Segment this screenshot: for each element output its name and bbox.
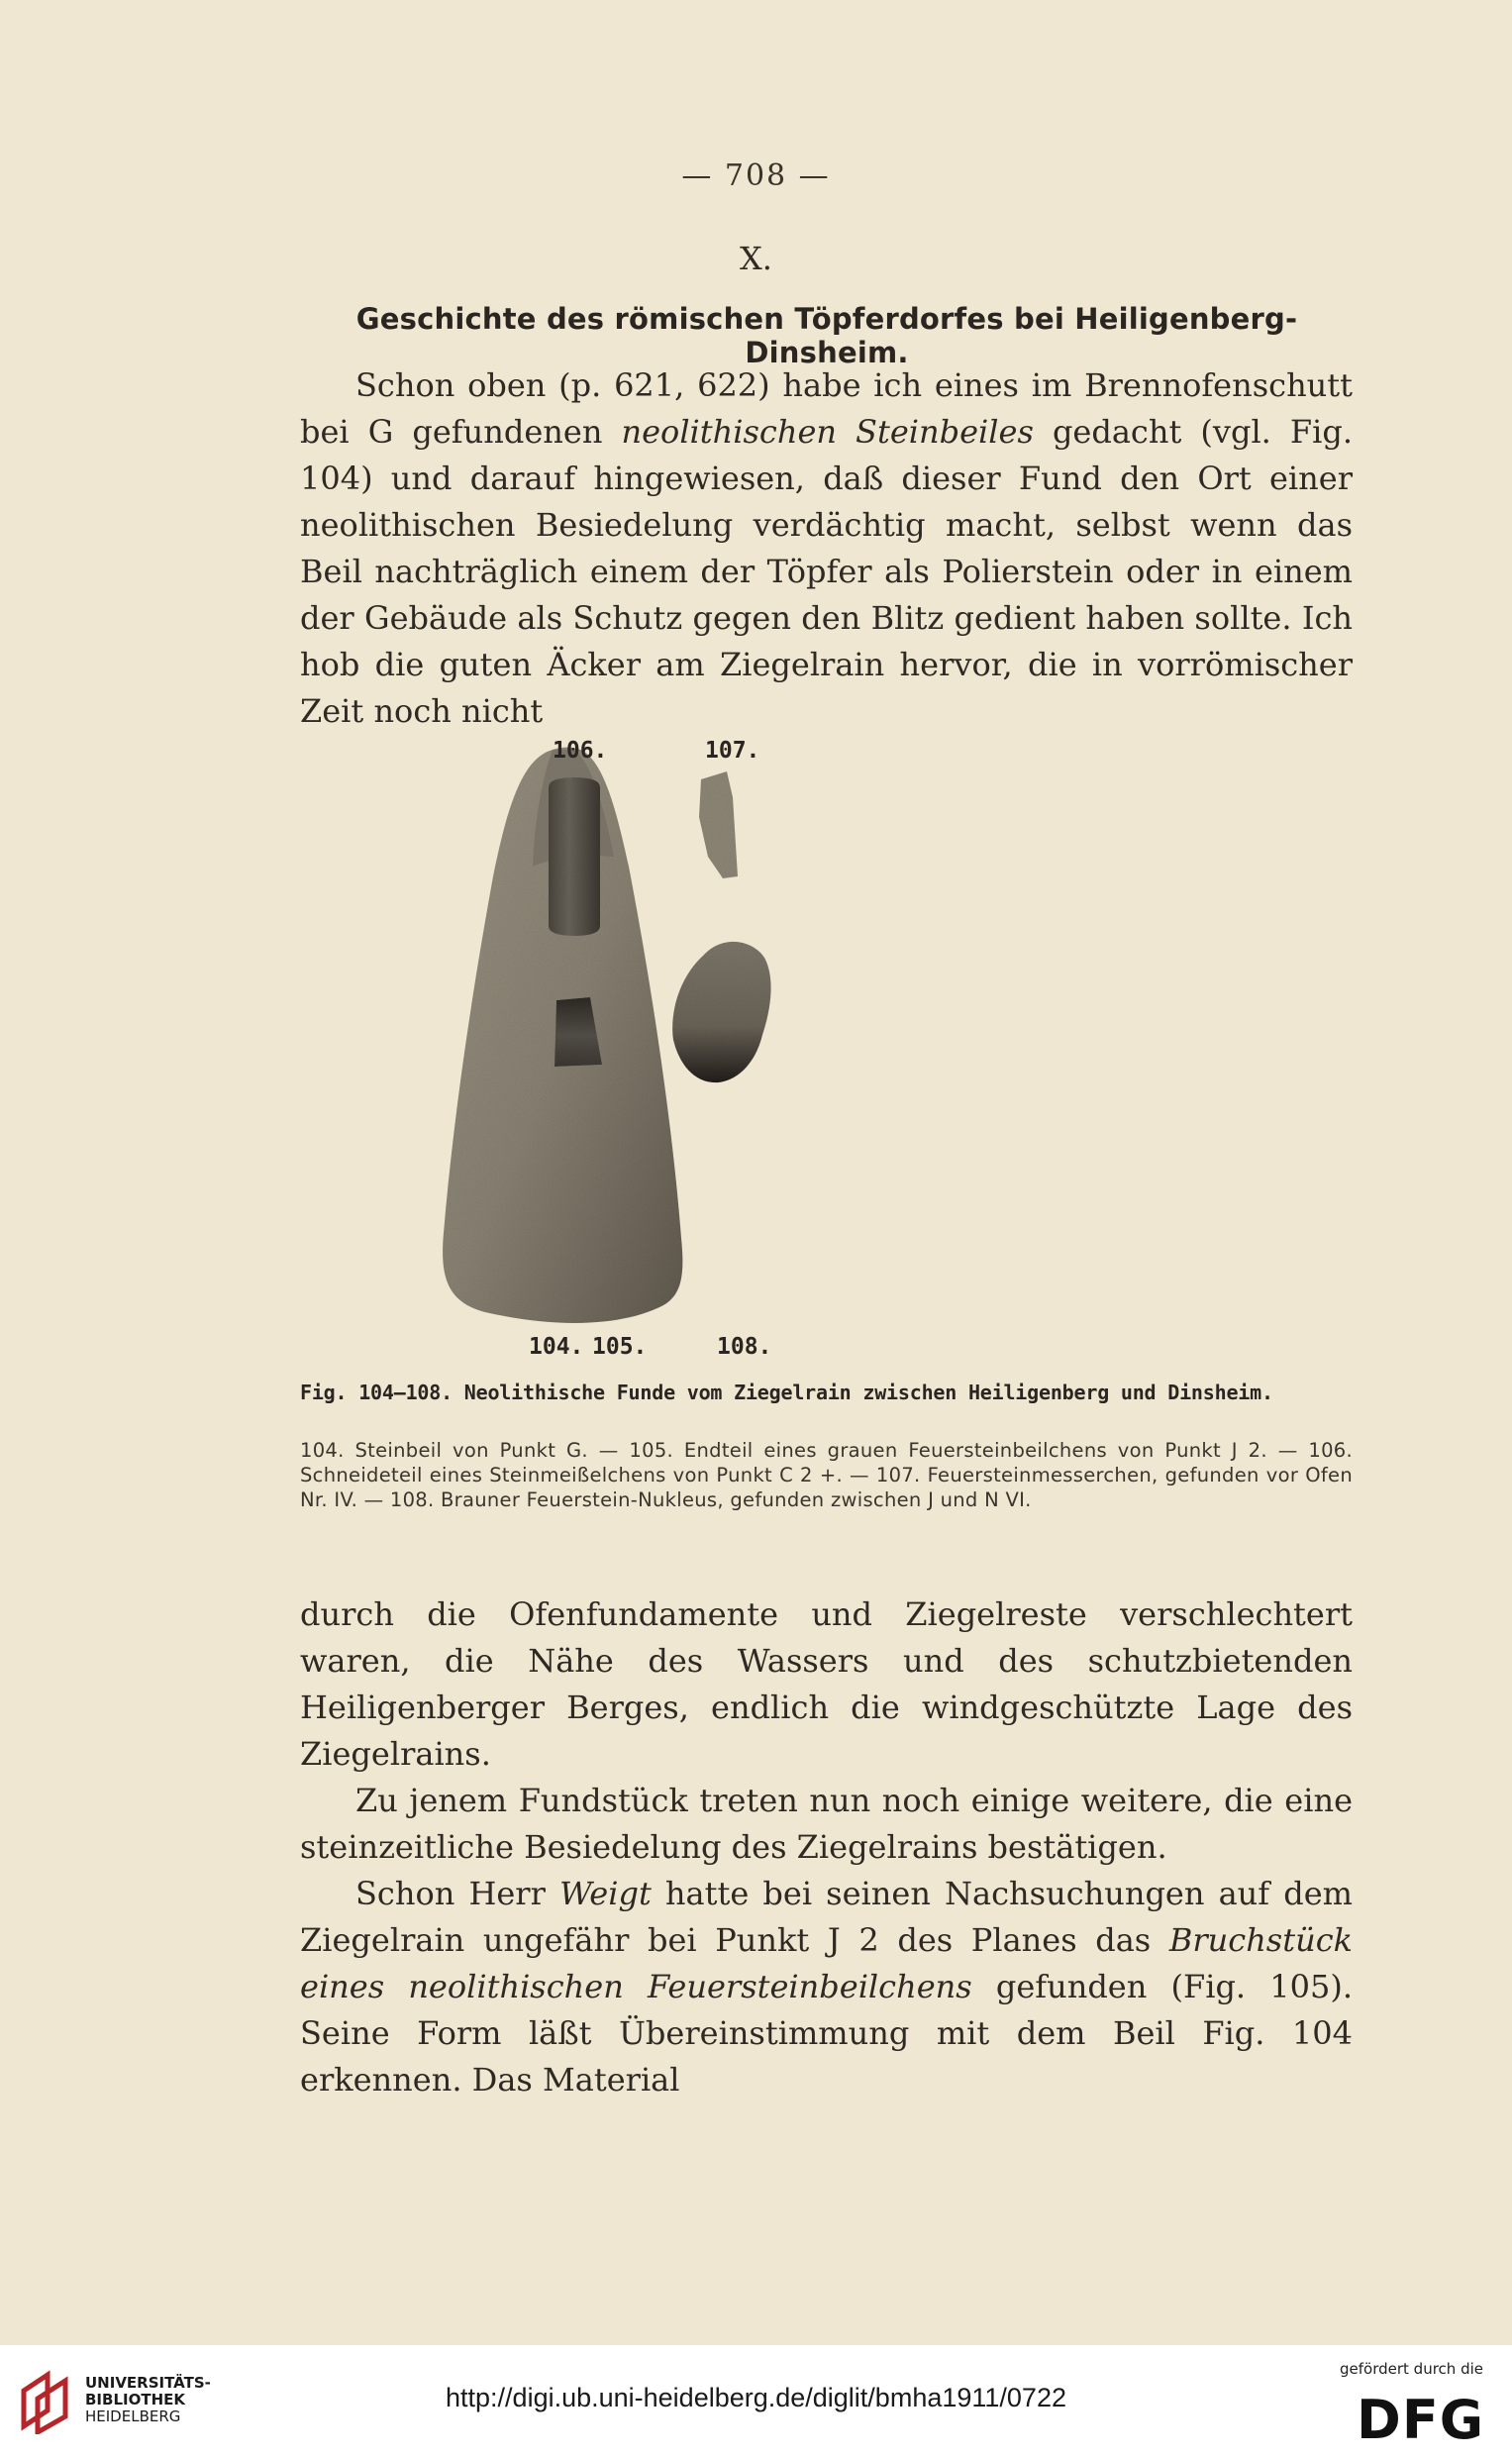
figure-label-104: 104.	[529, 1334, 584, 1360]
text-run: Schon oben (p. 621, 622) habe ich eines im Brennofenschutt bei G gefundenen	[300, 366, 1353, 451]
figure-caption-title: Fig. 104—108. Neolithische Funde vom Ziegelrain zwischen Heiligenberg und Dinsheim.	[300, 1381, 1273, 1404]
text-run: hatte bei seinen Nachsuchungen auf dem Ziegelrain ungefähr bei Punkt J 2 des Planes das	[300, 1875, 1354, 1959]
sponsor-label: gefördert durch die	[1340, 2360, 1483, 2378]
italic-term: neolithischen Steinbeiles	[621, 413, 1034, 451]
paragraph	[300, 1871, 1353, 2103]
artifact-photographs	[426, 738, 1218, 1372]
text-run: gedacht (vgl. Fig. 104) und darauf hingewiesen, daß dieser Fund den Ort einer neolithischen Besiedelung verdächtig macht, selbst wenn das Beil nachträglich einem der Töpfer als Polierstein oder in einem der Gebäude als Schutz gegen den Blitz gedient haben sollte. Ich hob die guten Äcker am Ziegelrain hervor, die in vorrömischer Zeit noch nicht	[300, 413, 1354, 730]
chapter-number: X.	[740, 240, 772, 277]
artifact-108-flint-nucleus	[672, 942, 770, 1082]
italic-term: Bruchstück eines neolithischen Feuersteinbeilchens	[300, 1921, 1353, 2005]
dfg-logo: DFG	[1357, 2389, 1485, 2451]
paragraph-continuation	[300, 1591, 1353, 2103]
figure-caption-text: 104. Steinbeil von Punkt G. — 105. Endteil eines grauen Feuersteinbeilchens von Punkt J 2. — 106. Schneideteil eines Steinmeißelchens von Punkt C 2 +. — 107. Feuersteinmesserchen, gefunden vor Ofen Nr. IV. — 108. Brauner Feuerstein-Nukleus, gefunden zwischen J und N VI.	[300, 1439, 1353, 1511]
text-run: gefunden (Fig. 105). Seine Form läßt Übereinstimmung mit dem Beil Fig. 104 erkennen. Das Material	[300, 1968, 1353, 2099]
figure-label-108: 108.	[717, 1334, 772, 1360]
figure-label-106: 106.	[553, 738, 608, 764]
figure-label-107: 107.	[705, 738, 760, 764]
page-number: — 708 —	[681, 158, 831, 193]
chapter-title: Geschichte des römischen Töpferdorfes bei Heiligenberg-Dinsheim.	[355, 302, 1298, 369]
figure-artifacts	[426, 738, 1218, 1372]
library-line: HEIDELBERG	[85, 2408, 181, 2425]
library-line: BIBLIOTHEK	[85, 2391, 185, 2408]
paragraph: durch die Ofenfundamente und Ziegelreste verschlechtert waren, die Nähe des Wassers und des schutzbietenden Heiligenberger Berges, endlich die windgeschützte Lage des Ziegelrains.	[300, 1595, 1353, 1773]
source-url-link[interactable]: http://digi.ub.uni-heidelberg.de/diglit/bmha1911/0722	[446, 2383, 1066, 2412]
paragraph: Zu jenem Fundstück treten nun noch einige weitere, die eine steinzeitliche Besiedelung des Ziegelrains bestätigen.	[300, 1782, 1353, 1866]
paragraph-intro	[300, 362, 1353, 735]
library-line: UNIVERSITÄTS-	[85, 2374, 211, 2392]
text-run: Schon Herr	[355, 1875, 560, 1912]
figure-label-105: 105.	[592, 1334, 648, 1360]
artifact-106-chisel	[549, 777, 600, 936]
artifact-107-flint-knife	[699, 771, 738, 878]
italic-name: Weigt	[559, 1875, 652, 1912]
